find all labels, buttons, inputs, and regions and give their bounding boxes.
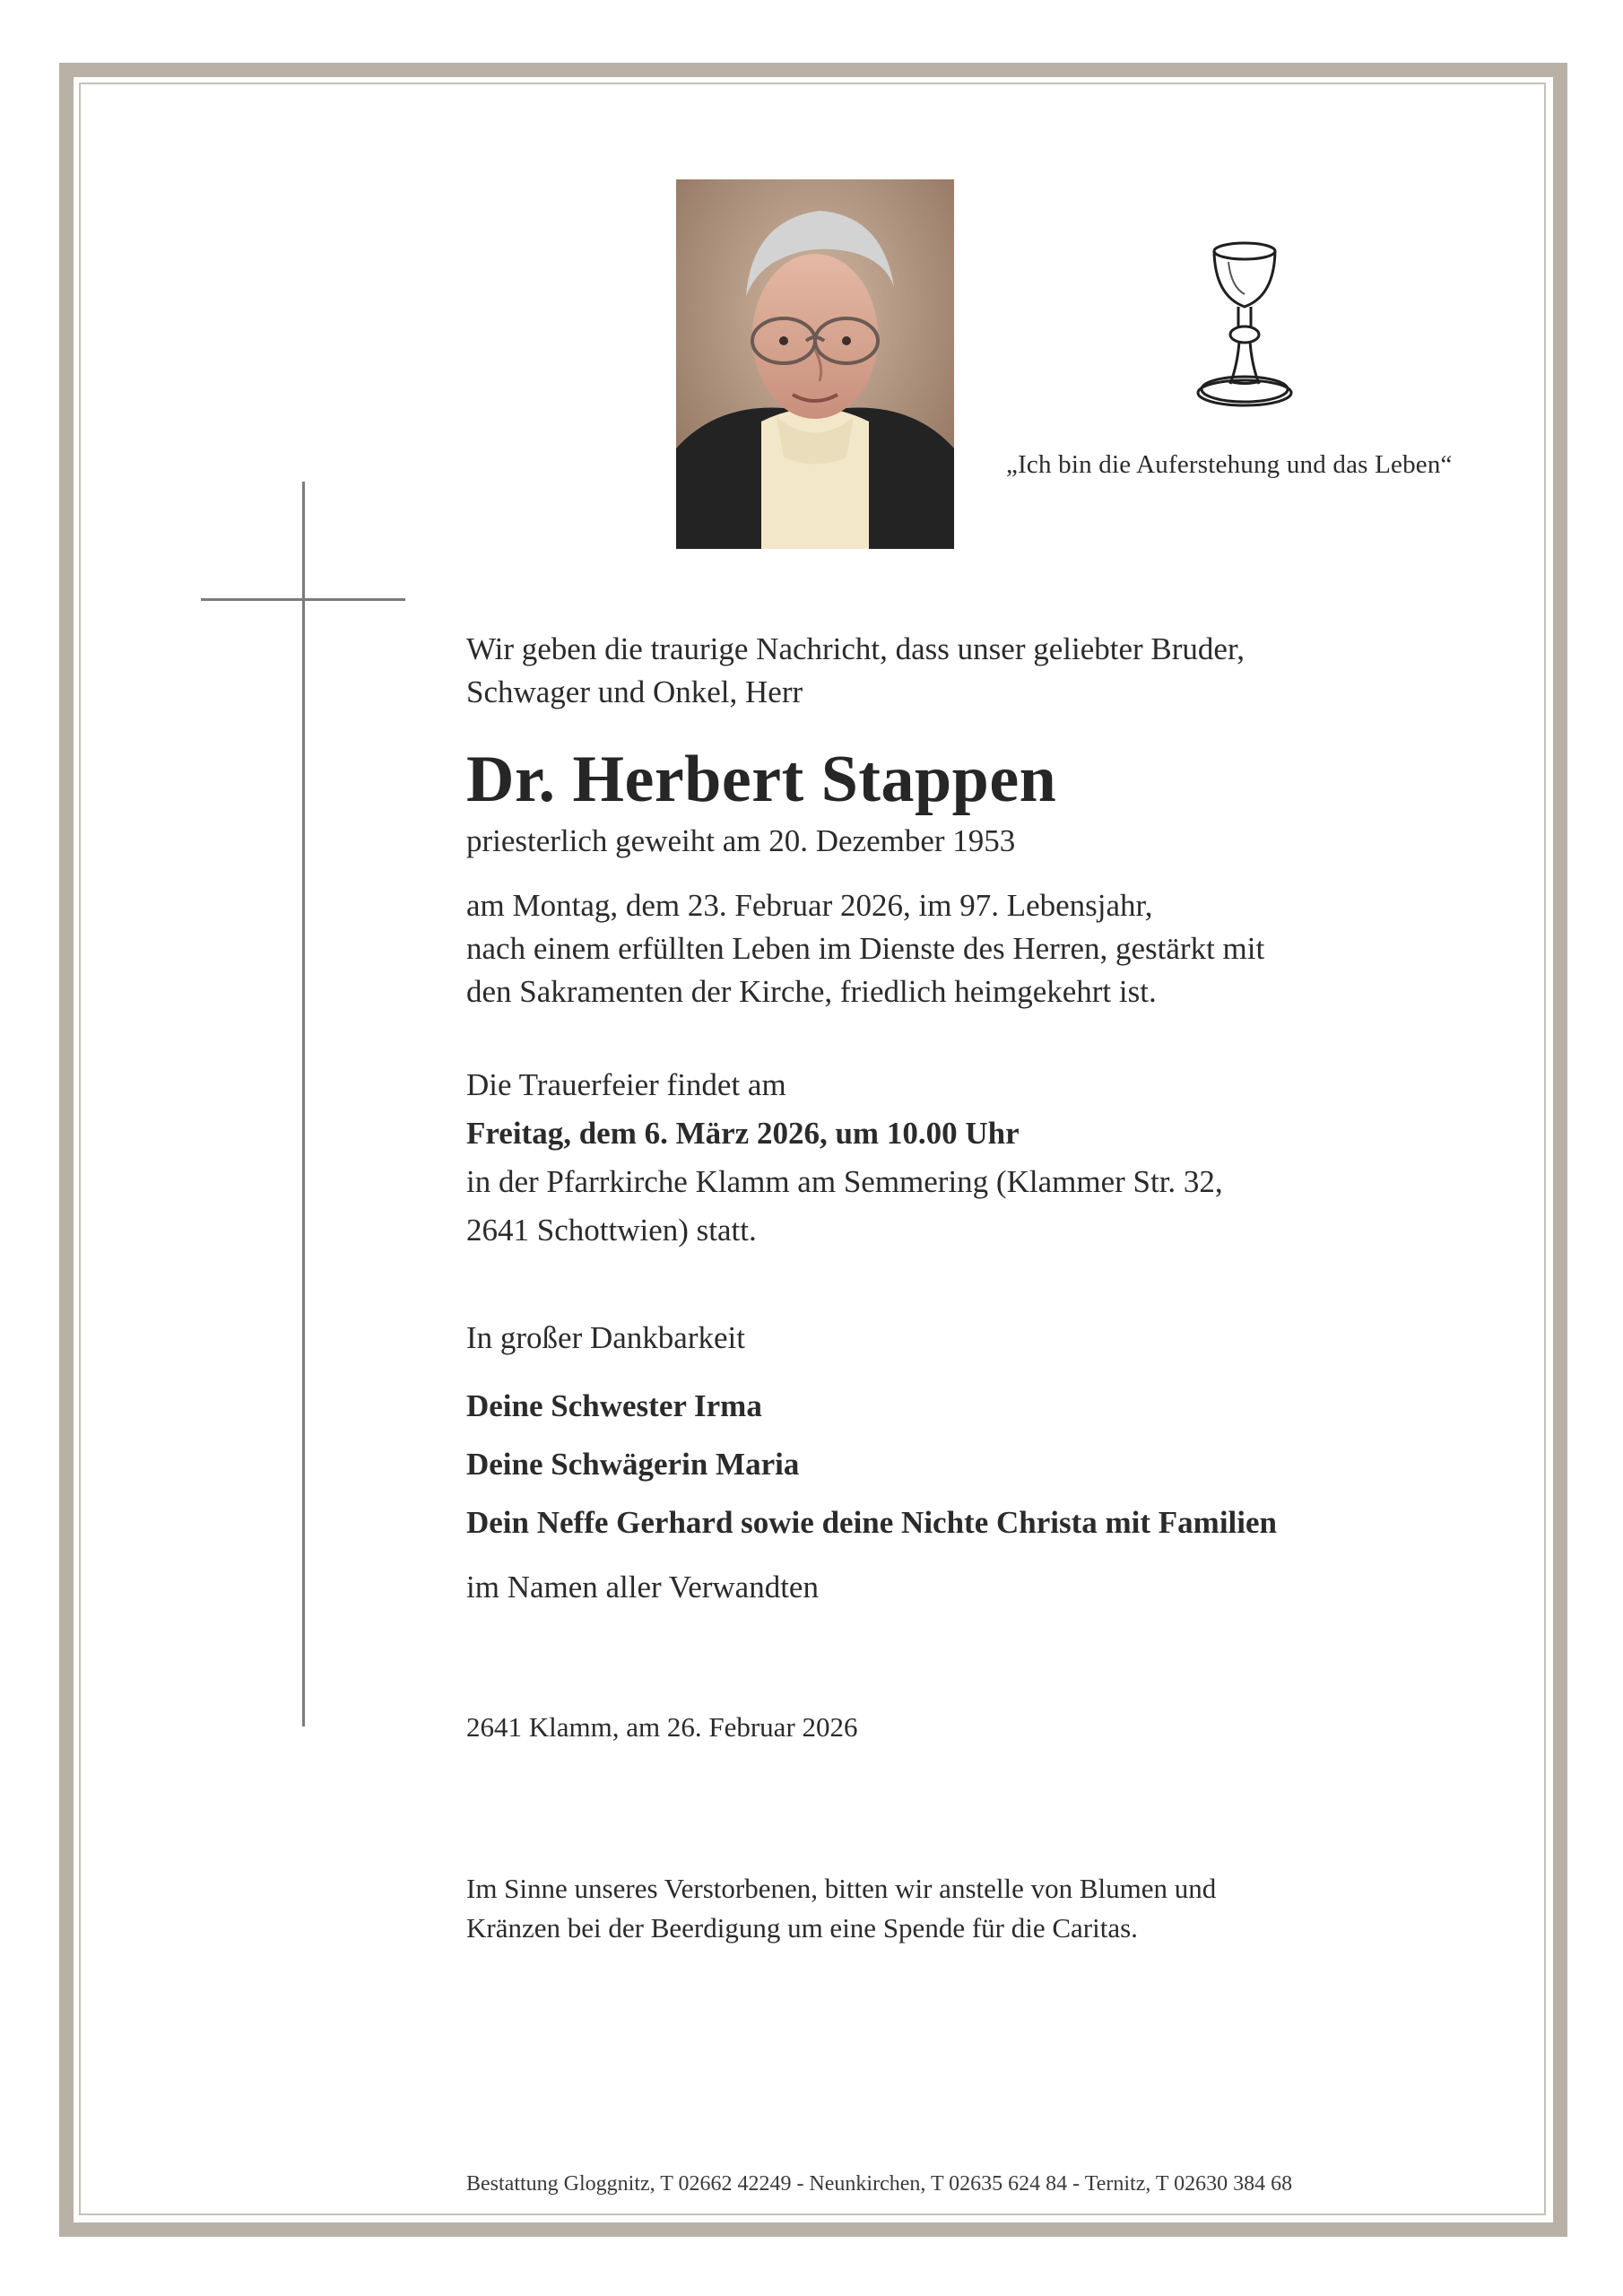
gratitude-text: In großer Dankbarkeit: [466, 1320, 745, 1355]
mourner-1: Deine Schwester Irma: [466, 1388, 762, 1423]
ceremony-intro: Die Trauerfeier findet am: [466, 1067, 786, 1102]
chalice-icon: [1182, 235, 1307, 414]
bible-quote: „Ich bin die Auferstehung und das Leben“: [1006, 450, 1453, 479]
portrait-photo: [676, 179, 954, 549]
donation-line-1: Im Sinne unseres Verstorbenen, bitten wir anstelle von Blumen und: [466, 1873, 1217, 1904]
spacer: [466, 863, 1435, 884]
spacer: [466, 1360, 1435, 1385]
relatives-text: im Namen aller Verwandten: [466, 1570, 819, 1605]
funeral-home-footer: Bestattung Gloggnitz, T 02662 42249 - Neunkirchen, T 02635 624 84 - Ternitz, T 02630 384 68: [466, 2172, 1293, 2196]
obituary-content: [466, 628, 1435, 1948]
intro-line-2: Schwager und Onkel, Herr: [466, 674, 803, 709]
spacer: [466, 714, 1435, 739]
mourner-3: Dein Neffe Gerhard sowie deine Nichte Christa mit Familien: [466, 1505, 1278, 1540]
spacer: [466, 1013, 1435, 1064]
cross-bar: [201, 598, 405, 601]
death-line-2: nach einem erfüllten Leben im Dienste des Herren, gestärkt mit: [466, 931, 1265, 966]
death-notice: [466, 884, 1435, 1013]
cross-icon: [302, 482, 305, 1726]
spacer: [466, 1609, 1435, 1708]
intro-line-1: Wir geben die traurige Nachricht, dass unser geliebter Bruder,: [466, 631, 1245, 666]
spacer: [466, 1252, 1435, 1317]
donation-line-2: Kränzen bei der Beerdigung um eine Spende für die Caritas.: [466, 1912, 1138, 1944]
mourner-2: Deine Schwägerin Maria: [466, 1447, 800, 1482]
ceremony-place-line-1: in der Pfarrkirche Klamm am Semmering (Klammer Str. 32,: [466, 1164, 1223, 1199]
intro-text: [466, 628, 1435, 714]
deceased-name: Dr. Herbert Stappen: [466, 743, 1057, 816]
place-date: 2641 Klamm, am 26. Februar 2026: [466, 1711, 858, 1743]
ceremony-place-line-2: 2641 Schottwien) statt.: [466, 1213, 757, 1248]
donation-note: [466, 1869, 1435, 1948]
spacer: [466, 1747, 1435, 1869]
ordination-date: priesterlich geweiht am 20. Dezember 1953: [466, 823, 1016, 858]
death-line-1: am Montag, dem 23. Februar 2026, im 97. Lebensjahr,: [466, 888, 1153, 923]
ceremony-date: Freitag, dem 6. März 2026, um 10.00 Uhr: [466, 1116, 1020, 1151]
death-line-3: den Sakramenten der Kirche, friedlich heimgekehrt ist.: [466, 974, 1157, 1009]
